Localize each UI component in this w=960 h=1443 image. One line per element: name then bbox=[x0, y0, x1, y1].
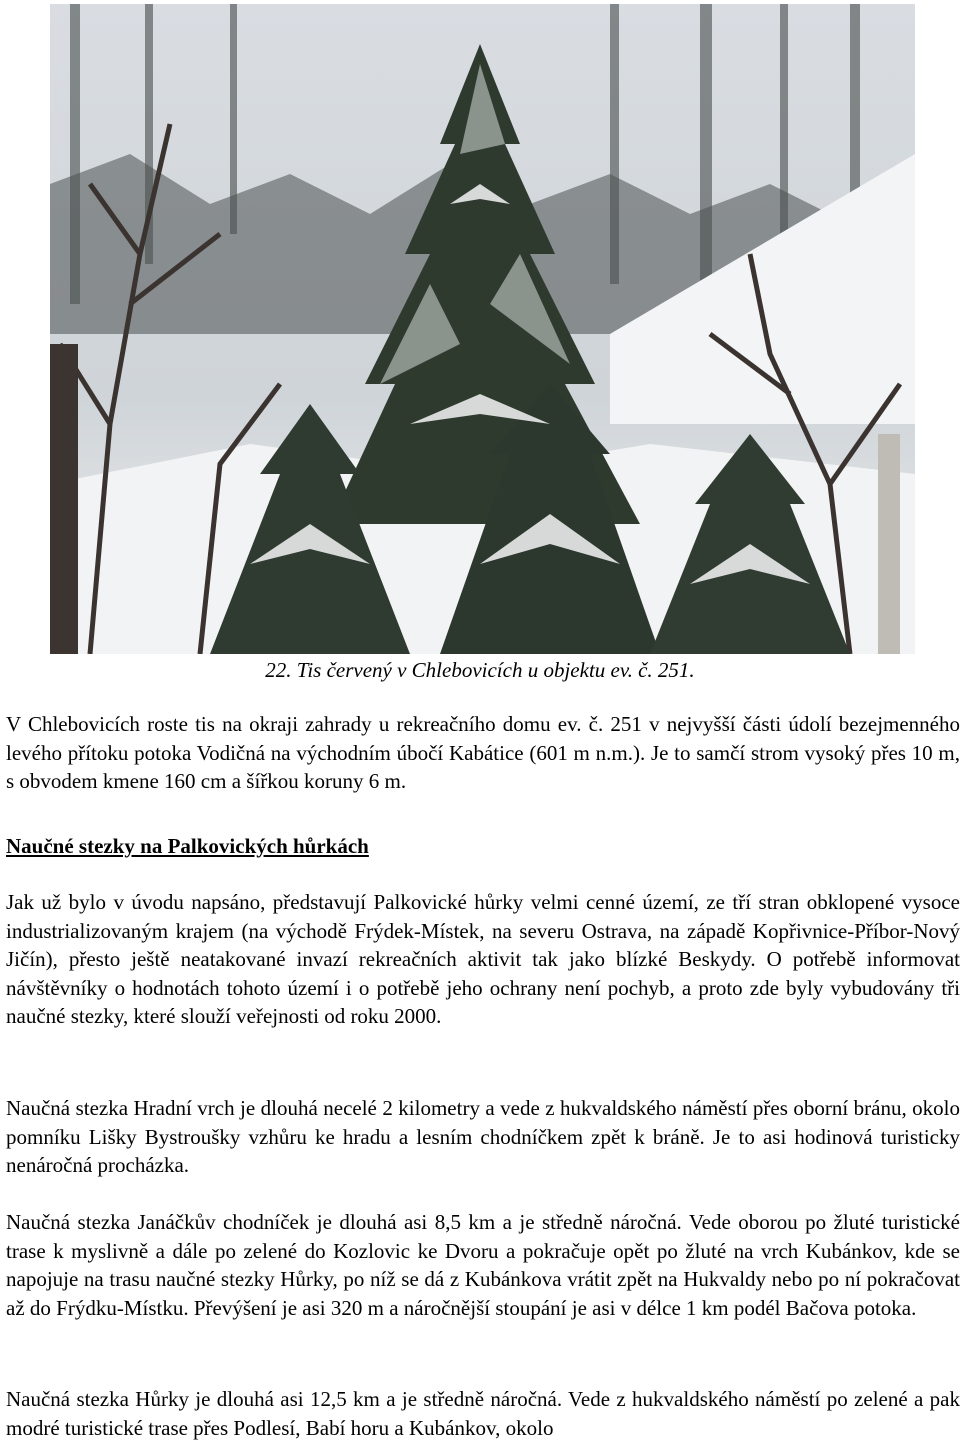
photo-illustration bbox=[50, 4, 915, 654]
paragraph-trail-hurky: Naučná stezka Hůrky je dlouhá asi 12,5 km a je středně náročná. Vede z hukvaldského náměstí po zelené a pak modré turistické trase přes Podlesí, Babí horu a Kubánkov, okolo bbox=[6, 1387, 960, 1440]
paragraph-trail-janackuv-chodnicek: Naučná stezka Janáčkův chodníček je dlouhá asi 8,5 km a je středně náročná. Vede oborou po žluté turistické trase k myslivně a dále po zelené do Kozlovic ke Dvoru a pokračuje opět po žluté na vrch Kubánkov, kde se napojuje na trasu naučné stezky Hůrky, po níž se dá z Kubánkova vrátit zpět na Hukvaldy nebo po ní pokračovat až do Frýdku-Místku. Převýšení je asi 320 m a náročnější stoupání je asi v délce 1 km podél Bačova potoka. bbox=[6, 1210, 960, 1320]
paragraph-intro-trails: Jak už bylo v úvodu napsáno, představují Palkovické hůrky velmi cenné území, ze tří stran obklopené vysoce industrializovaným krajem (na východě Frýdek-Místek, na severu Ostrava, na západě Kopřivnice-Příbor-Nový Jičín), přesto ještě neatakované invazí rekreačních aktivit tak jako blízké Beskydy. O potřebě informovat návštěvníky o hodnotách tohoto území i o potřebě jeho ochrany není pochyb, a proto zde byly vybudovány tři naučné stezky, které slouží veřejnosti od roku 2000. bbox=[6, 890, 960, 1029]
section-heading: Naučné stezky na Palkovických hůrkách bbox=[6, 834, 369, 858]
paragraph-trail-hradni-vrch: Naučná stezka Hradní vrch je dlouhá necelé 2 kilometry a vede z hukvaldského náměstí přes oborní bránu, okolo pomníku Lišky Bystroušky vzhůru ke hradu a lesním chodníčkem zpět k bráně. Je to asi hodinová turisticky nenáročná procházka. bbox=[6, 1096, 960, 1178]
photo-caption: 22. Tis červený v Chlebovicích u objektu ev. č. 251. bbox=[265, 658, 695, 682]
winter-yew-photo bbox=[50, 4, 915, 654]
paragraph-yew-description: V Chlebovicích roste tis na okraji zahrady u rekreačního domu ev. č. 251 v nejvyšší části údolí bezejmenného levého přítoku potoka Vodičná na východním úbočí Kabátice (601 m n.m.). Je to samčí strom vysoký přes 10 m, s obvodem kmene 160 cm a šířkou koruny 6 m. bbox=[6, 712, 960, 794]
